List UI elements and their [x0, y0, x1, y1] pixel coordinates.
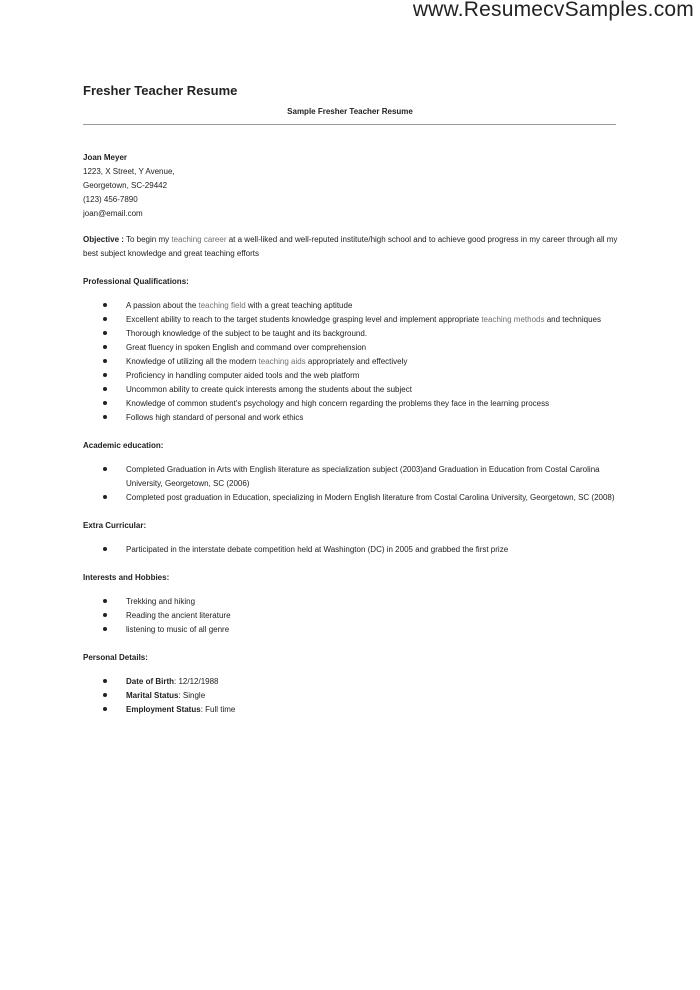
phone-number: (123) 456-7890: [83, 195, 138, 204]
bullet-icon: [103, 415, 107, 419]
item-text: Uncommon ability to create quick interests among the students about the subject: [126, 385, 412, 394]
item-text: Excellent ability to reach to the target students knowledge grasping level and implement appropriate: [126, 315, 482, 324]
list-item: [83, 609, 618, 623]
hobbies-list: [83, 595, 618, 637]
item-text: with a great teaching aptitude: [245, 301, 353, 310]
list-item: [83, 369, 618, 383]
item-text: listening to music of all genre: [126, 625, 230, 634]
list-item: [83, 703, 618, 717]
email-address: joan@email.com: [83, 209, 143, 218]
bullet-icon: [103, 401, 107, 405]
item-text: appropriately and effectively: [305, 357, 408, 366]
bullet-icon: [103, 373, 107, 377]
item-text: Completed post graduation in Education, specializing in Modern English literature from Costal Carolina University, Georgetown, SC (2008): [126, 493, 615, 502]
bullet-icon: [103, 547, 107, 551]
resume-title: Fresher Teacher Resume: [83, 83, 238, 98]
candidate-name: Joan Meyer: [83, 153, 128, 162]
item-text: Thorough knowledge of the subject to be taught and its background.: [126, 329, 368, 338]
personal-details-list: [83, 675, 618, 717]
list-item: [83, 675, 618, 689]
item-text: Follows high standard of personal and work ethics: [126, 413, 304, 422]
address-line-2: Georgetown, SC-29442: [83, 181, 168, 190]
extra-curricular-list: [83, 543, 618, 557]
bullet-icon: [103, 331, 107, 335]
objective-text-post: at a well-liked and well-reputed institute/high school and to achieve good progress in my career through all my best subject knowledge and great teaching efforts: [83, 235, 618, 258]
teaching-methods-link[interactable]: teaching methods: [481, 315, 545, 324]
item-text: and techniques: [544, 315, 601, 324]
bullet-icon: [103, 707, 107, 711]
teaching-field-link[interactable]: teaching field: [198, 301, 246, 310]
bullet-icon: [103, 679, 107, 683]
bullet-icon: [103, 345, 107, 349]
objective-text-pre: To begin my: [123, 235, 172, 244]
detail-value: : Full time: [200, 705, 236, 714]
bullet-icon: [103, 317, 107, 321]
item-text: Proficiency in handling computer aided tools and the web platform: [126, 371, 360, 380]
list-item: [83, 689, 618, 703]
item-text: Knowledge of common student's psychology and high concern regarding the problems they face in the learning process: [126, 399, 550, 408]
list-item: [83, 313, 618, 327]
list-item: [83, 299, 618, 313]
bullet-icon: [103, 627, 107, 631]
list-item: [83, 623, 618, 637]
list-item: [83, 411, 618, 425]
education-heading: Academic education:: [83, 441, 164, 450]
address-line-1: 1223, X Street, Y Avenue,: [83, 167, 175, 176]
bullet-icon: [103, 359, 107, 363]
detail-label: Date of Birth: [126, 677, 174, 686]
item-text: Trekking and hiking: [126, 597, 196, 606]
list-item: [83, 463, 618, 491]
education-list: [83, 463, 618, 505]
resume-body: [83, 151, 618, 717]
qualifications-list: [83, 299, 618, 425]
resume-subtitle-text: Sample Fresher Teacher Resume: [287, 107, 413, 116]
list-item: [83, 397, 618, 411]
bullet-icon: [103, 613, 107, 617]
detail-label: Marital Status: [126, 691, 179, 700]
resume-subtitle: [0, 107, 700, 116]
list-item: [83, 491, 618, 505]
bullet-icon: [103, 495, 107, 499]
title-divider: [83, 124, 616, 125]
objective-paragraph: [83, 233, 618, 261]
detail-label: Employment Status: [126, 705, 201, 714]
item-text: Participated in the interstate debate competition held at Washington (DC) in 2005 and grabbed the first prize: [126, 545, 509, 554]
list-item: [83, 543, 618, 557]
item-text: Knowledge of utilizing all the modern: [126, 357, 259, 366]
bullet-icon: [103, 387, 107, 391]
extra-curricular-heading: Extra Curricular:: [83, 521, 147, 530]
list-item: [83, 355, 618, 369]
bullet-icon: [103, 303, 107, 307]
bullet-icon: [103, 467, 107, 471]
item-text: Great fluency in spoken English and command over comprehension: [126, 343, 367, 352]
bullet-icon: [103, 599, 107, 603]
contact-block: [83, 151, 618, 221]
item-text: Completed Graduation in Arts with English literature as specialization subject (2003)and Graduation in Education from Costal Carolina University, Georgetown, SC (2006): [126, 465, 600, 488]
list-item: [83, 595, 618, 609]
list-item: [83, 383, 618, 397]
list-item: [83, 341, 618, 355]
qualifications-heading: Professional Qualifications:: [83, 277, 189, 286]
teaching-aids-link[interactable]: teaching aids: [258, 357, 306, 366]
teaching-career-link[interactable]: teaching career: [171, 235, 227, 244]
bullet-icon: [103, 693, 107, 697]
hobbies-heading: Interests and Hobbies:: [83, 573, 170, 582]
detail-value: : 12/12/1988: [174, 677, 219, 686]
list-item: [83, 327, 618, 341]
site-url: www.ResumecvSamples.com: [412, 0, 694, 21]
personal-details-heading: Personal Details:: [83, 653, 148, 662]
objective-label: Objective :: [83, 235, 124, 244]
item-text: Reading the ancient literature: [126, 611, 231, 620]
item-text: A passion about the: [126, 301, 199, 310]
detail-value: : Single: [178, 691, 206, 700]
